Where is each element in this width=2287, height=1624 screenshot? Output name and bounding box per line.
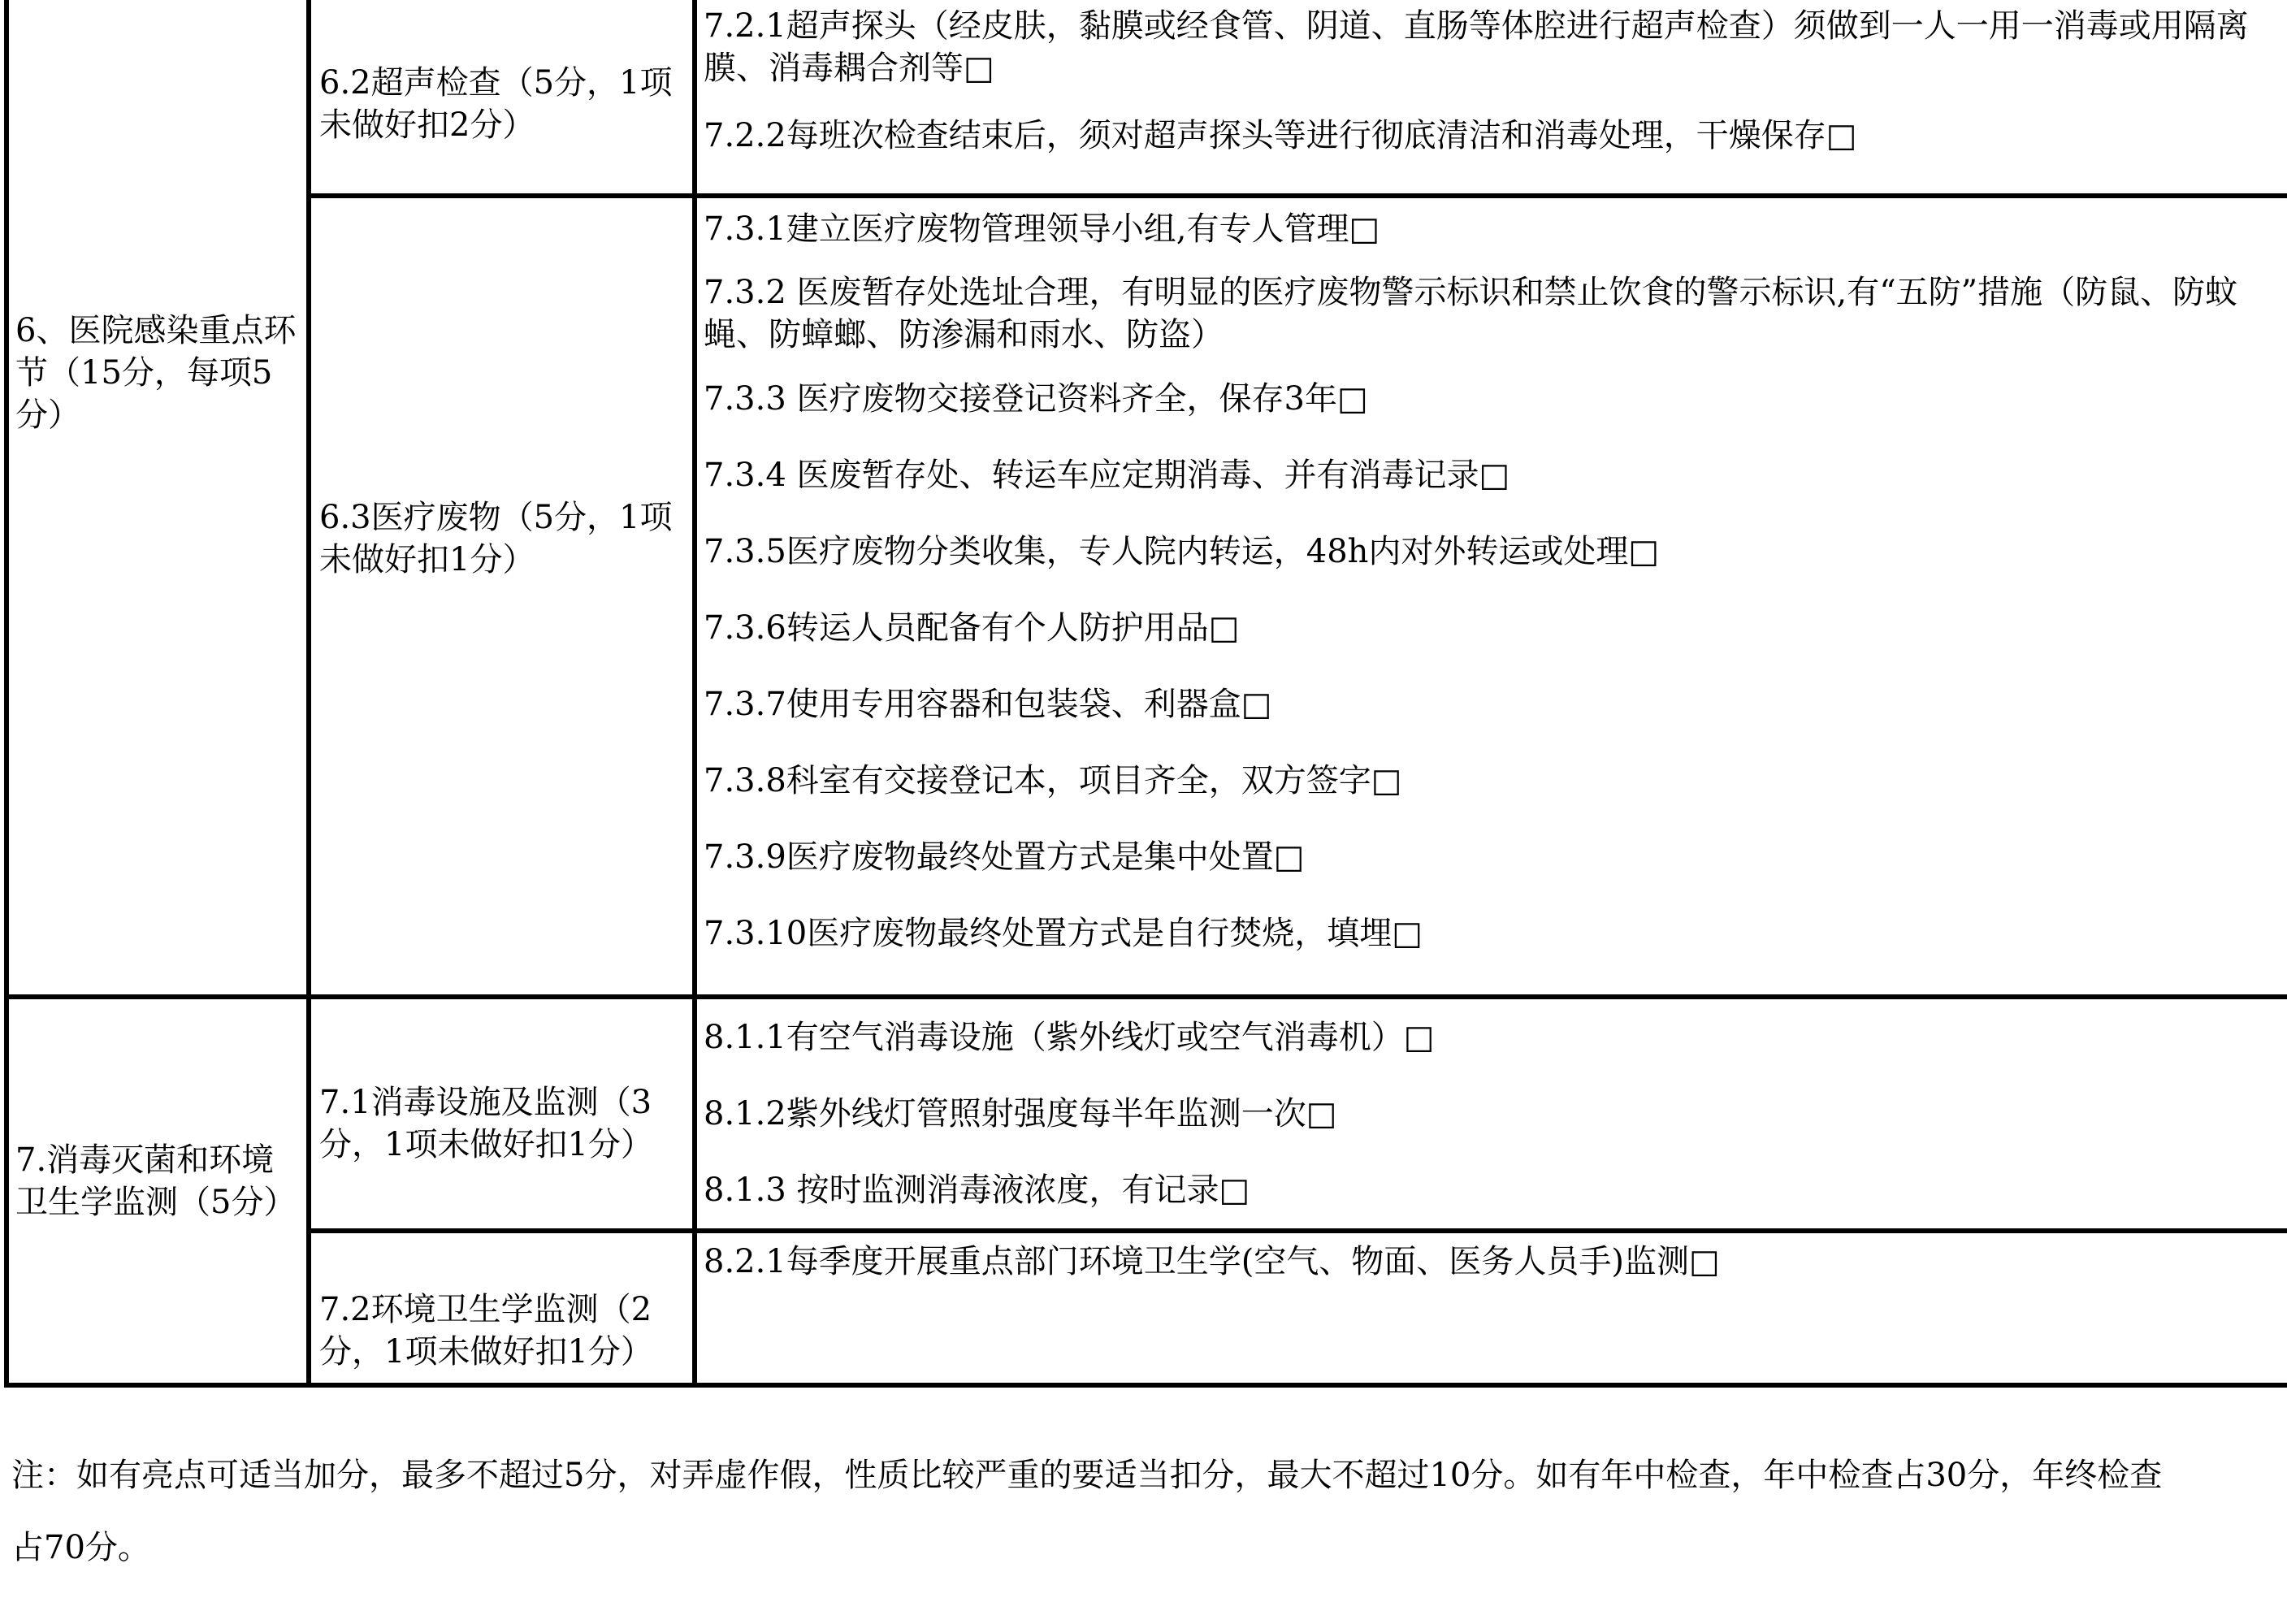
criteria-item: 7.3.1建立医疗废物管理领导小组,有专人管理□ bbox=[704, 210, 1380, 248]
table-row bbox=[6, 0, 2287, 196]
criteria-item: 7.3.10医疗废物最终处置方式是自行焚烧，填埋□ bbox=[704, 915, 1423, 952]
criteria-item: 8.1.1有空气消毒设施（紫外线灯或空气消毒机）□ bbox=[704, 1019, 1435, 1056]
subcategory-label-ultrasound: 6.2超声检查（5分，1项未做好扣2分） bbox=[319, 64, 673, 144]
category-cell bbox=[6, 997, 309, 1385]
subcategory-cell bbox=[309, 196, 695, 997]
criteria-item: 7.3.5医疗废物分类收集，专人院内转运，48h内对外转运或处理□ bbox=[704, 533, 1660, 570]
table-row bbox=[6, 997, 2287, 1231]
category-cell bbox=[6, 0, 309, 997]
footnote bbox=[11, 1440, 2287, 1584]
category-label-disinfection-monitoring: 7.消毒灭菌和环境卫生学监测（5分） bbox=[15, 1141, 297, 1221]
footnote-line-1: 注：如有亮点可适当加分，最多不超过5分，对弄虚作假，性质比较严重的要适当扣分，最大不超过10分。如有年中检查，年中检查占30分，年终检查 bbox=[11, 1457, 2163, 1494]
criteria-item: 8.1.3 按时监测消毒液浓度，有记录□ bbox=[704, 1171, 1250, 1209]
criteria-cell bbox=[695, 1231, 2287, 1385]
criteria-item: 7.3.7使用专用容器和包装袋、利器盒□ bbox=[704, 686, 1272, 723]
criteria-item: 7.2.2每班次检查结束后，须对超声探头等进行彻底清洁和消毒处理，干燥保存□ bbox=[704, 117, 1857, 154]
criteria-item: 8.1.2紫外线灯管照射强度每半年监测一次□ bbox=[704, 1095, 1337, 1132]
subcategory-label-disinfection-facilities: 7.1消毒设施及监测（3分，1项未做好扣1分） bbox=[319, 1084, 653, 1163]
criteria-list bbox=[697, 0, 2287, 166]
criteria-list bbox=[697, 1233, 2287, 1290]
criteria-item: 7.3.3 医疗废物交接登记资料齐全，保存3年□ bbox=[704, 380, 1368, 418]
criteria-item: 7.3.4 医废暂存处、转运车应定期消毒、并有消毒记录□ bbox=[704, 457, 1510, 494]
criteria-item: 7.3.6转运人员配备有个人防护用品□ bbox=[704, 609, 1240, 647]
criteria-item: 8.2.1每季度开展重点部门环境卫生学(空气、物面、医务人员手)监测□ bbox=[704, 1243, 1720, 1280]
table-row bbox=[6, 1231, 2287, 1385]
subcategory-cell bbox=[309, 0, 695, 196]
subcategory-cell bbox=[309, 1231, 695, 1385]
criteria-item: 7.3.2 医废暂存处选址合理，有明显的医疗废物警示标识和禁止饮食的警示标识,有“五防”措施（防鼠、防蚊蝇、防蟑螂、防渗漏和雨水、防盗） bbox=[704, 274, 2238, 353]
criteria-item: 7.2.1超声探头（经皮肤，黏膜或经食管、阴道、直肠等体腔进行超声检查）须做到一人一用一消毒或用隔离膜、消毒耦合剂等□ bbox=[704, 7, 2249, 87]
criteria-list bbox=[697, 198, 2287, 972]
criteria-cell bbox=[695, 196, 2287, 997]
inspection-score-table bbox=[4, 0, 2287, 1388]
subcategory-cell bbox=[309, 997, 695, 1231]
footnote-line-2: 占70分。 bbox=[11, 1529, 150, 1566]
criteria-item: 7.3.9医疗废物最终处置方式是集中处置□ bbox=[704, 838, 1305, 876]
category-label-infection-control: 6、医院感染重点环节（15分，每项5分） bbox=[15, 312, 297, 434]
criteria-cell bbox=[695, 997, 2287, 1231]
criteria-cell bbox=[695, 0, 2287, 196]
criteria-item: 7.3.8科室有交接登记本，项目齐全，双方签字□ bbox=[704, 762, 1402, 799]
table-row bbox=[6, 196, 2287, 997]
criteria-list bbox=[697, 999, 2287, 1228]
subcategory-label-environmental-monitoring: 7.2环境卫生学监测（2分，1项未做好扣1分） bbox=[319, 1291, 653, 1371]
subcategory-label-medical-waste: 6.3医疗废物（5分，1项未做好扣1分） bbox=[319, 499, 673, 578]
